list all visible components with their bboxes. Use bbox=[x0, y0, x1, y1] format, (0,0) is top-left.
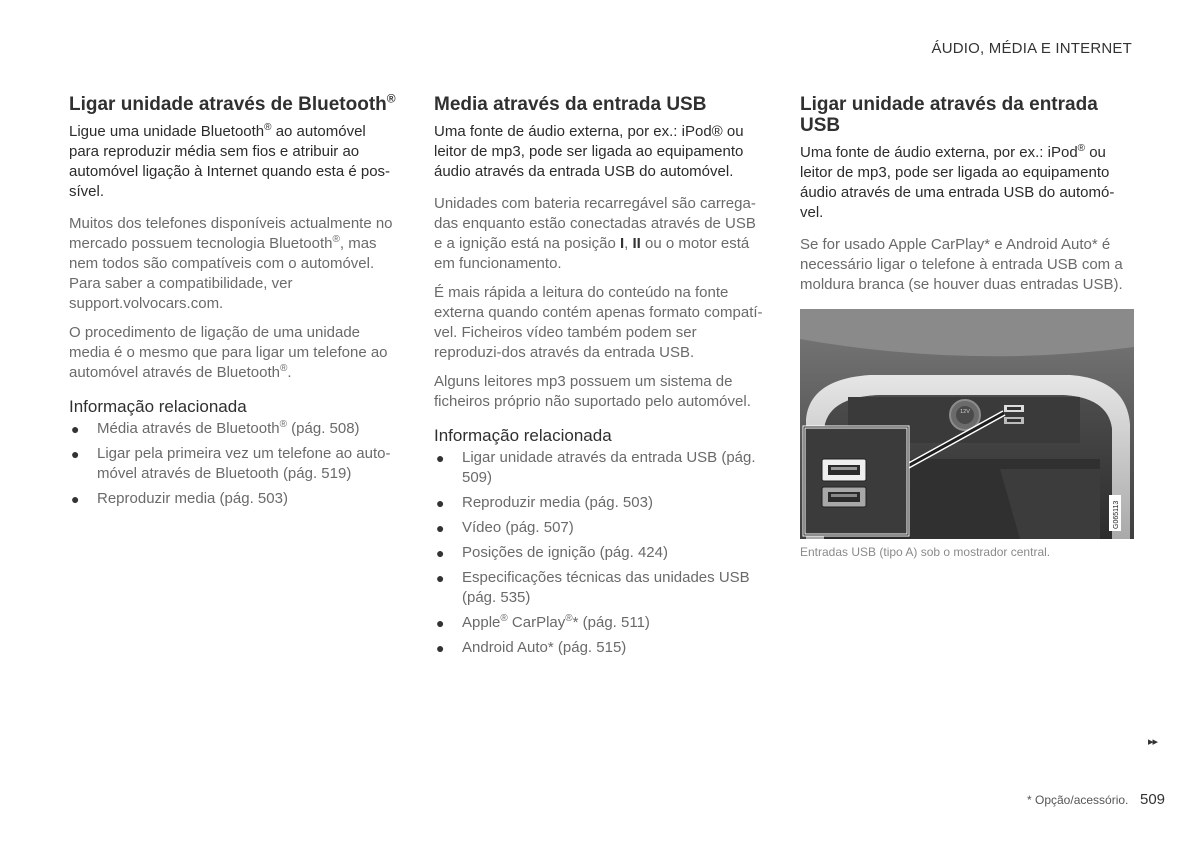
lead-paragraph: Ligue uma unidade Bluetooth® ao automóvel para reproduzir média sem fios e atribuir ao automóvel ligação à Internet quando esta é pos-sível. bbox=[69, 122, 391, 200]
usb-ports-photo bbox=[800, 309, 1134, 539]
related-link-usb-connect[interactable]: ● Ligar unidade através da entrada USB (pág. 509) bbox=[436, 449, 756, 486]
usb-console-illustration bbox=[800, 309, 1134, 539]
heading-usb-connect: Ligar unidade através da entrada USB bbox=[800, 94, 1098, 136]
related-list bbox=[434, 448, 766, 658]
heading-usb-media: Media através da entrada USB bbox=[434, 94, 707, 115]
related-link-ignition[interactable]: ● Posições de ignição (pág. 424) bbox=[436, 544, 668, 561]
heading-bluetooth: Ligar unidade através de Bluetooth® bbox=[69, 91, 396, 115]
related-link-video[interactable]: ● Vídeo (pág. 507) bbox=[436, 519, 574, 536]
column-usb-media bbox=[434, 94, 766, 663]
related-link-usb-specs[interactable]: ● Especificações técnicas das unidades USB (pág. 535) bbox=[436, 569, 750, 606]
related-link-carplay[interactable]: ● Apple® CarPlay®* (pág. 511) bbox=[436, 613, 650, 631]
related-link-first-pairing[interactable]: ● Ligar pela primeira vez um telefone ao auto-móvel através de Bluetooth (pág. 519) bbox=[71, 445, 391, 482]
continue-arrows-icon: ▸▸ bbox=[1148, 736, 1158, 748]
related-list bbox=[69, 419, 399, 509]
related-link-android-auto[interactable]: ● Android Auto* (pág. 515) bbox=[436, 639, 627, 656]
paragraph-charging: Unidades com bateria recarregável são carrega-das enquanto estão conectadas através de USB e a ignição está na posição I, II ou o motor está em funcionamento. bbox=[434, 195, 756, 272]
paragraph-compatibility: Muitos dos telefones disponíveis actualmente no mercado possuem tecnologia Bluetooth®, mas nem todos são compatíveis com o automóvel. Para saber a compatibilidade, ver support.volvocars.com. bbox=[69, 215, 393, 312]
page-number: 509 bbox=[1140, 791, 1166, 808]
related-link-play-media[interactable]: ● Reproduzir media (pág. 503) bbox=[71, 490, 288, 507]
column-bluetooth bbox=[69, 91, 399, 514]
paragraph-mp3: Alguns leitores mp3 possuem um sistema de ficheiros próprio não suportado pelo automóvel. bbox=[434, 373, 751, 410]
paragraph-read-speed: É mais rápida a leitura do conteúdo na fonte externa quando contém apenas formato compatí-vel. Ficheiros vídeo também podem ser reproduzi-dos através da entrada USB. bbox=[434, 284, 763, 361]
figure-caption: Entradas USB (tipo A) sob o mostrador central. bbox=[800, 545, 1051, 559]
related-info-heading: Informação relacionada bbox=[69, 397, 247, 416]
paragraph-carplay-note: Se for usado Apple CarPlay* e Android Auto* é necessário ligar o telefone à entrada USB com a moldura branca (se houver duas entradas USB). bbox=[800, 236, 1123, 293]
section-header: ÁUDIO, MÉDIA E INTERNET bbox=[931, 40, 1132, 57]
footnote: * Opção/acessório. bbox=[1027, 793, 1129, 807]
figure-code: G065113 bbox=[1113, 500, 1120, 529]
lead-paragraph: Uma fonte de áudio externa, por ex.: iPod® ou leitor de mp3, pode ser ligada ao equipamento áudio através de uma entrada USB do automó-vel. bbox=[800, 143, 1115, 221]
paragraph-procedure: O procedimento de ligação de uma unidade media é o mesmo que para ligar um telefone ao automóvel através de Bluetooth®. bbox=[69, 324, 388, 381]
related-info-heading: Informação relacionada bbox=[434, 426, 612, 445]
related-link-play-media[interactable]: ● Reproduzir media (pág. 503) bbox=[436, 494, 653, 511]
column-usb-connect bbox=[800, 94, 1134, 560]
related-link-media-bluetooth[interactable]: ● Média através de Bluetooth® (pág. 508) bbox=[71, 419, 360, 437]
lead-paragraph: Uma fonte de áudio externa, por ex.: iPod® ou leitor de mp3, pode ser ligada ao equipamento áudio através da entrada USB do automóvel. bbox=[434, 123, 744, 180]
socket-label: 12V bbox=[960, 409, 970, 415]
